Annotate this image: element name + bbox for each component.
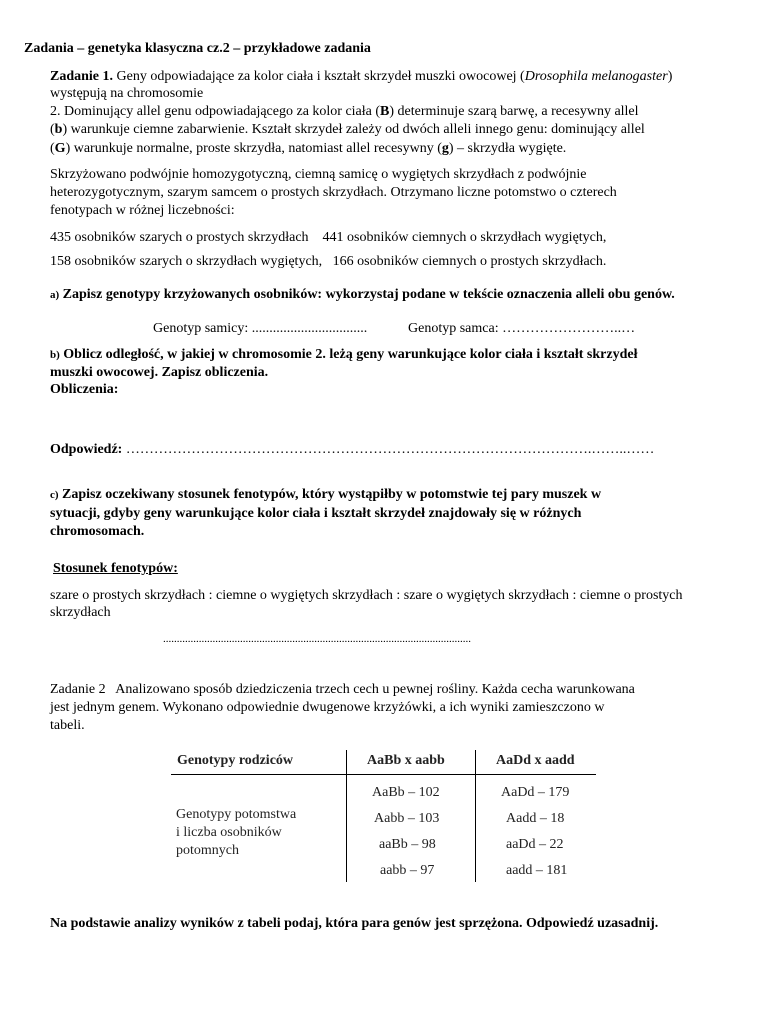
question-b-prefix: b) — [50, 349, 60, 361]
table-header-parents: Genotypy rodziców — [177, 753, 294, 768]
question-a-prefix: a) — [50, 289, 60, 301]
result-line1: 435 osobników szarych o prostych skrzydłach 441 osobników ciemnych o skrzydłach wygiętych, — [50, 230, 607, 245]
question-c-line3: chromosomach. — [50, 524, 145, 539]
allele-G: G — [54, 141, 66, 156]
table-row-label-2: i liczba osobników — [176, 825, 282, 840]
allele-b: b — [54, 122, 63, 137]
cross-line3: fenotypach w różnej liczebności: — [50, 203, 235, 218]
table-row-label-3: potomnych — [176, 843, 239, 858]
answer-dots: ……………………………………………………………………………………….……..…… — [125, 442, 655, 457]
question-b-line2: muszki owocowej. Zapisz obliczenia. — [50, 365, 269, 380]
task1-line4-a: ( — [50, 122, 55, 137]
table-divider-2 — [475, 750, 476, 882]
task1-line3-b: ) determinuje szarą barwę, a recesywny allel — [389, 104, 639, 119]
calculations-label: Obliczenia: — [50, 382, 119, 397]
ratio-line1: szare o prostych skrzydłach : ciemne o wygiętych skrzydłach : szare o wygiętych skrzydłach : ciemne o prostych — [50, 588, 683, 603]
cross-line1: Skrzyżowano podwójnie homozygotyczną, ciemną samicę o wygiętych skrzydłach z podwójnie — [50, 167, 587, 182]
table-header-cross2: AaDd x aadd — [496, 753, 575, 768]
task2-line3: tabeli. — [50, 718, 85, 733]
allele-g: g — [441, 141, 449, 156]
cross-line2: heterozygotycznym, szarym samcem o prostych skrzydłach. Otrzymano liczne potomstwo o czterech — [50, 185, 617, 200]
allele-B: B — [380, 104, 390, 119]
ratio-label: Stosunek fenotypów: — [53, 561, 178, 576]
table-cell-c1-r1: AaBb – 102 — [372, 785, 440, 800]
task1-intro-line1 — [50, 68, 672, 86]
question-c-line2: sytuacji, gdyby geny warunkujące kolor ciała i kształt skrzydeł znajdowały się w różnych — [50, 506, 582, 521]
table-cell-c1-r3: aaBb – 98 — [379, 837, 436, 852]
ratio-line2: skrzydłach — [50, 605, 111, 620]
task1-line3-a: 2. Dominujący allel genu odpowiadającego za kolor ciała ( — [50, 104, 381, 119]
question-b-text: Oblicz odległość, w jakiej w chromosomie 2. leżą geny warunkujące kolor ciała i kształt skrzydeł — [63, 347, 638, 362]
species-name: Drosophila melanogaster — [524, 69, 668, 84]
task1-intro-text: Geny odpowiadające za kolor ciała i kształt skrzydeł muszki owocowej ( — [116, 69, 525, 84]
task1-line4 — [50, 121, 645, 139]
answer-label: Odpowiedź: — [50, 442, 123, 457]
genotype-female-field[interactable]: Genotyp samicy: ................................. — [153, 321, 368, 336]
question-c-line1 — [50, 486, 601, 504]
task2-question: Na podstawie analizy wyników z tabeli podaj, która para genów jest sprzężona. Odpowiedź uzasadnij. — [50, 916, 659, 931]
question-a — [50, 286, 675, 304]
table-cell-c2-r1: AaDd – 179 — [501, 785, 570, 800]
table-cell-c1-r4: aabb – 97 — [380, 863, 435, 878]
task1-line5 — [50, 140, 566, 158]
task1-line4-b: ) warunkuje ciemne zabarwienie. Kształt skrzydeł zależy od dwóch alleli innego genu: dominujący allel — [62, 122, 645, 137]
task2-line1: Zadanie 2 Analizowano sposób dziedziczenia trzech cech u pewnej rośliny. Każda cecha warunkowana — [50, 682, 635, 697]
table-cell-c2-r3: aaDd – 22 — [506, 837, 564, 852]
ratio-answer-dots[interactable]: ................................................................................................................ — [163, 633, 471, 645]
task1-intro-line2: występują na chromosomie — [50, 86, 204, 101]
page-title: Zadania – genetyka klasyczna cz.2 – przykładowe zadania — [24, 41, 371, 56]
table-header-cross1: AaBb x aabb — [367, 753, 445, 768]
question-b-line1 — [50, 346, 638, 364]
table-header-rule — [171, 774, 596, 775]
table-cell-c1-r2: Aabb – 103 — [374, 811, 440, 826]
answer-line[interactable] — [50, 441, 654, 459]
task1-line3 — [50, 103, 639, 121]
task1-line5-c: ) – skrzydła wygięte. — [448, 141, 567, 156]
genotype-male-field[interactable]: Genotyp samca: ……………………..… — [408, 321, 636, 336]
task1-intro-close: ) — [667, 69, 673, 84]
question-c-prefix: c) — [50, 489, 59, 501]
table-cell-c2-r2: Aadd – 18 — [506, 811, 565, 826]
table-divider-1 — [346, 750, 347, 882]
task1-label: Zadanie 1. — [50, 69, 114, 84]
task1-line5-a: ( — [50, 141, 55, 156]
question-c-text: Zapisz oczekiwany stosunek fenotypów, który wystąpiłby w potomstwie tej pary muszek w — [62, 487, 602, 502]
result-line2: 158 osobników szarych o skrzydłach wygiętych, 166 osobników ciemnych o prostych skrzydłach. — [50, 254, 607, 269]
question-a-text: Zapisz genotypy krzyżowanych osobników: wykorzystaj podane w tekście oznaczenia alleli obu genów. — [62, 287, 675, 302]
table-cell-c2-r4: aadd – 181 — [506, 863, 568, 878]
task2-line2: jest jednym genem. Wykonano odpowiednie dwugenowe krzyżówki, a ich wyniki zamieszczono w — [50, 700, 605, 715]
task1-line5-b: ) warunkuje normalne, proste skrzydła, natomiast allel recesywny ( — [65, 141, 442, 156]
table-row-label-1: Genotypy potomstwa — [176, 807, 297, 822]
